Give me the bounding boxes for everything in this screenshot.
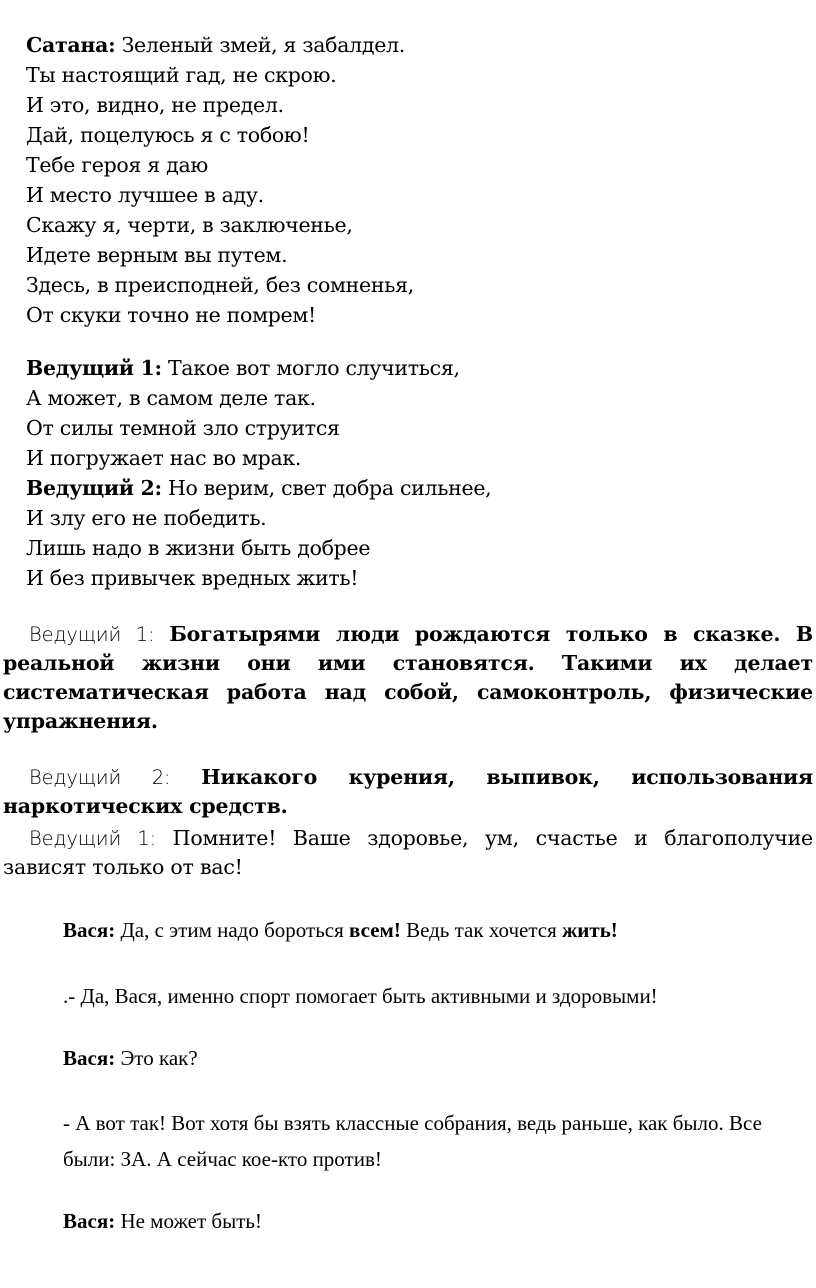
host1-paragraph [3, 620, 813, 736]
verse-line: И место лучшее в аду. [26, 183, 264, 207]
verse-line: Ты настоящий гад, не скрою. [26, 63, 337, 87]
verse-line: И погружает нас во мрак. [26, 446, 302, 470]
paragraph-text: Богатырями люди рождаются только в сказке. В реальной жизни они ими становятся. Такими их делает систематическая работа над собой, самоконтроль, физические упражнения. [3, 622, 814, 733]
speaker-label: Вася: [63, 918, 116, 942]
reply-line: - А вот так! Вот хотя бы взять классные собрания, ведь раньше, как было. Все были: ЗА. А сейчас кое-кто против! [63, 1111, 762, 1171]
verse-line: От скуки точно не помрем! [26, 303, 316, 327]
satan-verse [26, 30, 414, 330]
vasya-line: Вася: Да, с этим надо бороться всем! Ведь так хочется жить! [63, 918, 618, 942]
verse-line: Сатана: Зеленый змей, я забалдел. [26, 33, 405, 57]
speaker-label: Вася: [63, 1209, 116, 1233]
hosts-verse [26, 353, 491, 593]
paragraph-text: Помните! Ваше здоровье, ум, счастье и благополучие зависят только от вас! [3, 826, 813, 879]
verse-line: Здесь, в преисподней, без сомненья, [26, 273, 414, 297]
speaker-label: Ведущий 2: [29, 766, 171, 789]
speaker-label: Ведущий 1: [26, 356, 162, 380]
speaker-label: Вася: [63, 1046, 116, 1070]
verse-line: Ведущий 1: Такое вот могло случиться, [26, 356, 460, 380]
verse-line: Тебе героя я даю [26, 153, 208, 177]
vasya-line: Вася: Это как? [63, 1046, 198, 1070]
host2-paragraph [3, 763, 813, 821]
verse-line: И без привычек вредных жить! [26, 566, 359, 590]
speaker-label: Сатана: [26, 33, 116, 57]
paragraph-text: Никакого курения, выпивок, использования наркотических средств. [3, 765, 813, 818]
verse-line: Дай, поцелуюсь я с тобою! [26, 123, 310, 147]
host1-reminder-paragraph [3, 824, 813, 882]
verse-line: А может, в самом деле так. [26, 386, 316, 410]
verse-line: От силы темной зло струится [26, 416, 340, 440]
verse-line: И злу его не победить. [26, 506, 267, 530]
reply-line: .- Да, Вася, именно спорт помогает быть активными и здоровыми! [63, 984, 658, 1008]
verse-line: Ведущий 2: Но верим, свет добра сильнее, [26, 476, 492, 500]
speaker-label: Ведущий 1: [29, 827, 156, 850]
verse-line: Идете верным вы путем. [26, 243, 288, 267]
vasya-line: Вася: Не может быть! [63, 1209, 262, 1233]
speaker-label: Ведущий 1: [29, 623, 155, 646]
verse-line: Скажу я, черти, в заключенье, [26, 213, 353, 237]
verse-line: И это, видно, не предел. [26, 93, 284, 117]
speaker-label: Ведущий 2: [26, 476, 162, 500]
verse-line: Лишь надо в жизни быть добрее [26, 536, 371, 560]
